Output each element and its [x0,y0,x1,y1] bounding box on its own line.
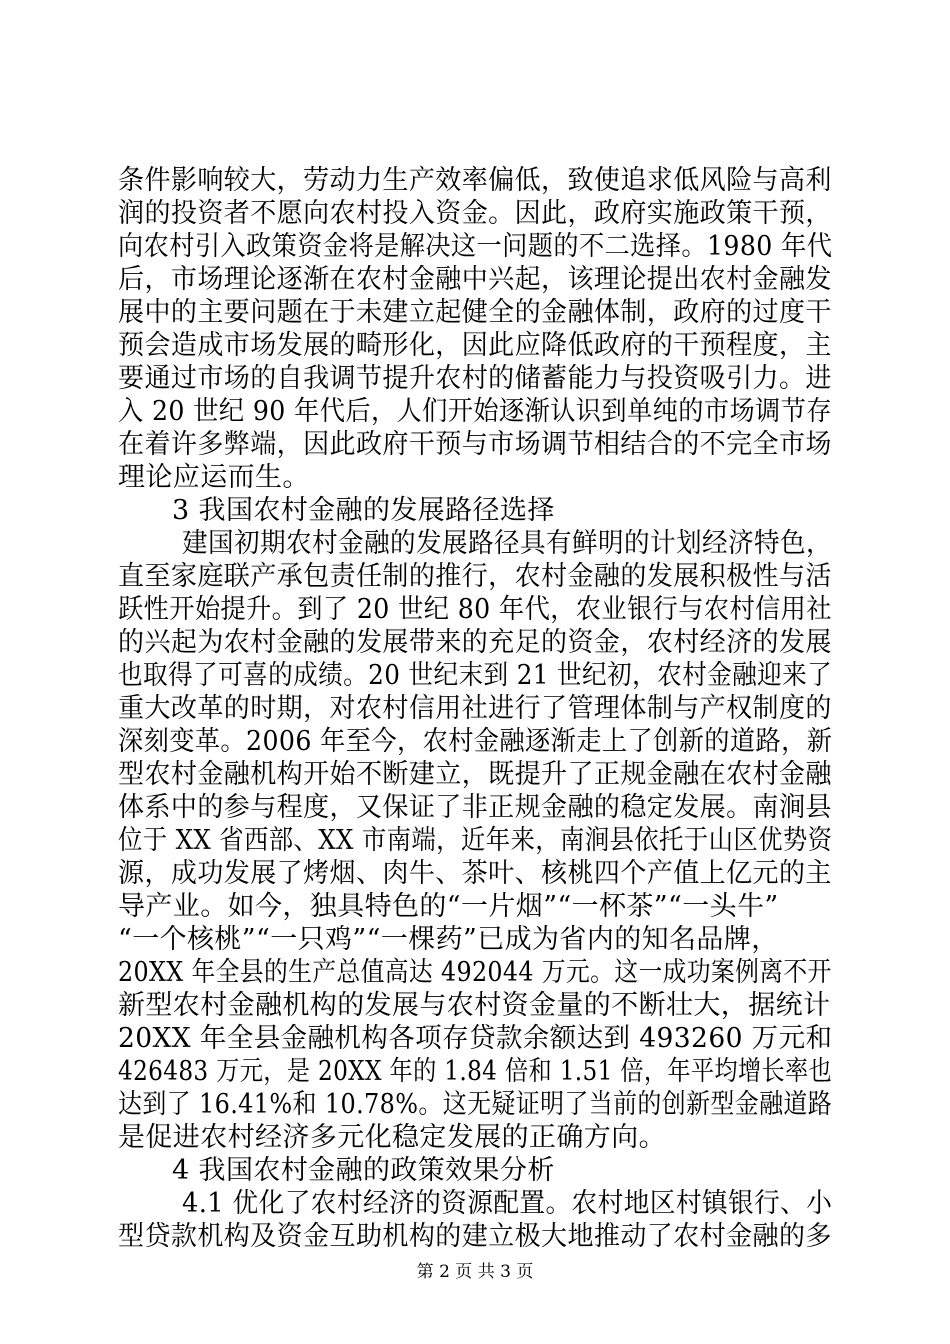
body-line-30: 是促进农村经济多元化稳定发展的正确方向。 [118,1122,666,1153]
body-line-14: 跃性开始提升。到了 20 世纪 80 年代，农业银行与农村信用社 [118,594,832,625]
body-line-23: 导产业。如今，独具特色的“一片烟”“一杯茶”“一头牛” [118,891,779,922]
body-line-19: 型农村金融机构开始不断建立，既提升了正规金融在农村金融 [118,759,832,790]
body-line-1: 条件影响较大，劳动力生产效率偏低，致使追求低风险与高利 [118,165,832,196]
body-line-24: “一个核桃”“一只鸡”“一棵药”已成为省内的知名品牌， [118,924,779,955]
section-heading-4: 4 我国农村金融的政策效果分析 [172,1155,555,1186]
body-line-3: 向农村引入政策资金将是解决这一问题的不二选择。1980 年代 [118,231,833,262]
body-line-20: 体系中的参与程度，又保证了非正规金融的稳定发展。南涧县 [118,792,832,823]
body-line-12: 建国初期农村金融的发展路径具有鲜明的计划经济特色， [182,528,832,559]
body-line-4: 后，市场理论逐渐在农村金融中兴起，该理论提出农村金融发 [118,264,832,295]
body-line-27: 20XX 年全县金融机构各项存贷款余额达到 493260 万元和 [118,1023,833,1054]
body-line-8: 入 20 世纪 90 年代后，人们开始逐渐认识到单纯的市场调节存 [118,396,832,427]
body-line-10: 理论应运而生。 [118,462,310,493]
body-line-28: 426483 万元，是 20XX 年的 1.84 倍和 1.51 倍，年平均增长率也 [118,1056,833,1087]
body-line-6: 预会造成市场发展的畸形化，因此应降低政府的干预程度，主 [118,330,832,361]
body-line-17: 重大改革的时期，对农村信用社进行了管理体制与产权制度的 [118,693,832,724]
section-heading-3: 3 我国农村金融的发展路径选择 [172,495,555,526]
body-line-15: 的兴起为农村金融的发展带来的充足的资金，农村经济的发展 [118,627,832,658]
body-line-29: 达到了 16.41%和 10.78%。这无疑证明了当前的创新型金融道路 [118,1089,833,1120]
body-line-21: 位于 XX 省西部、XX 市南端，近年来，南涧县依托于山区优势资 [118,825,833,856]
body-line-9: 在着许多弊端，因此政府干预与市场调节相结合的不完全市场 [118,429,832,460]
body-line-16: 也取得了可喜的成绩。20 世纪末到 21 世纪初，农村金融迎来了 [118,660,833,691]
page-number-footer: 第 2 页 共 3 页 [416,1262,534,1282]
body-line-7: 要通过市场的自我调节提升农村的储蓄能力与投资吸引力。进 [118,363,832,394]
body-line-22: 源，成功发展了烤烟、肉牛、茶叶、核桃四个产值上亿元的主 [118,858,832,889]
body-line-33: 型贷款机构及资金互助机构的建立极大地推动了农村金融的多 [118,1221,832,1252]
body-line-25: 20XX 年全县的生产总值高达 492044 万元。这一成功案例离不开 [118,957,832,988]
body-line-13: 直至家庭联产承包责任制的推行，农村金融的发展积极性与活 [118,561,832,592]
body-line-2: 润的投资者不愿向农村投入资金。因此，政府实施政策干预， [118,198,832,229]
body-line-5: 展中的主要问题在于未建立起健全的金融体制，政府的过度干 [118,297,832,328]
body-line-32: 4.1 优化了农村经济的资源配置。农村地区村镇银行、小 [182,1188,833,1219]
body-line-26: 新型农村金融机构的发展与农村资金量的不断壮大，据统计 [118,990,831,1021]
body-line-18: 深刻变革。2006 年至今，农村金融逐渐走上了创新的道路，新 [118,726,833,757]
